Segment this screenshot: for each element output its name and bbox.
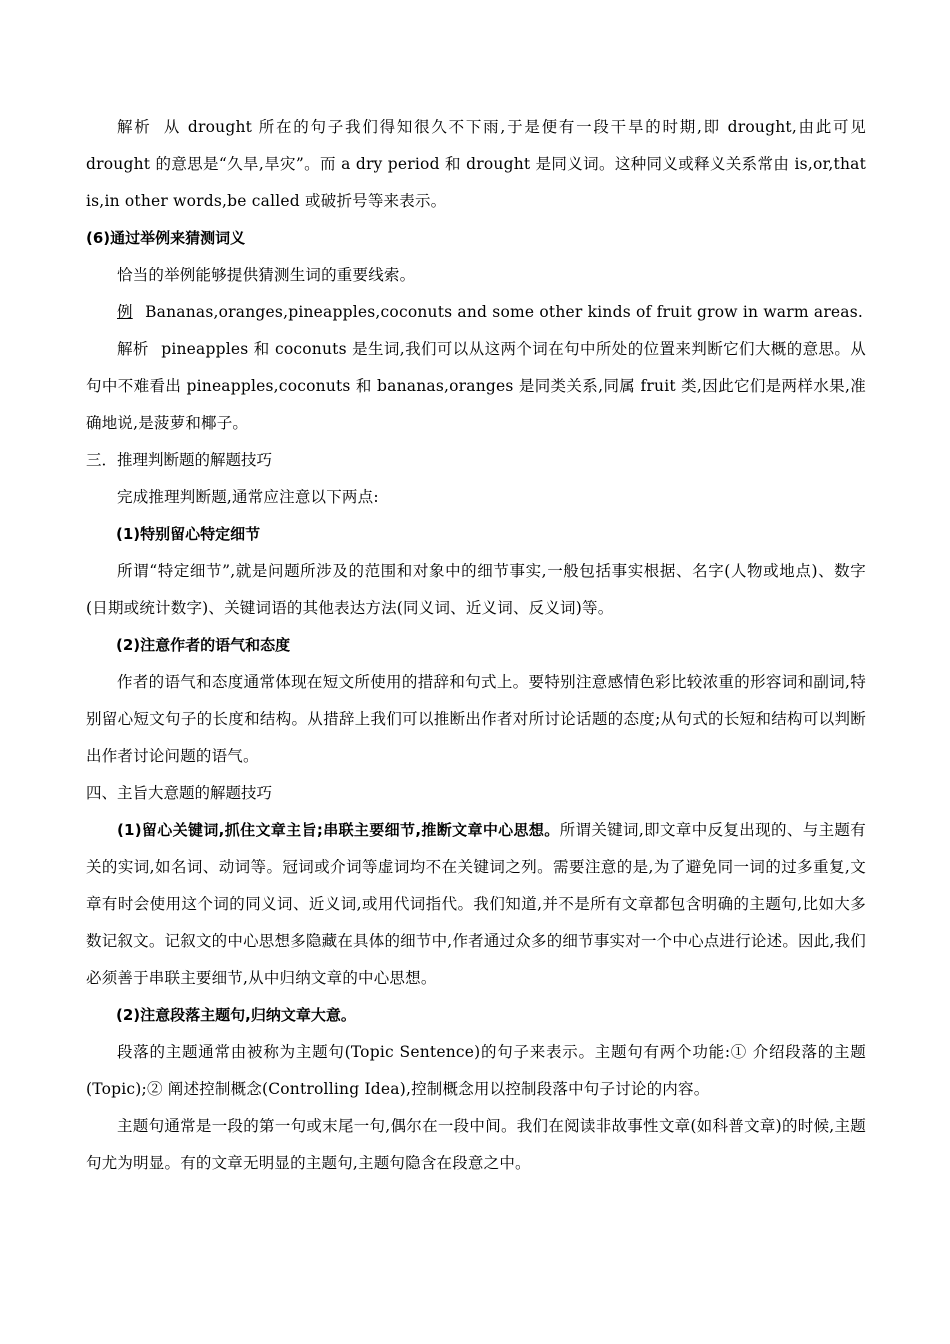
- paragraph-inference-intro: 完成推理判断题,通常应注意以下两点:: [117, 488, 379, 506]
- example-sentence: Bananas,oranges,pineapples,coconuts and some other kinds of fruit grow in warm areas.: [145, 303, 864, 321]
- paragraph-topic-sentence-functions: 段落的主题通常由被称为主题句(Topic Sentence)的句子来表示。主题句有两个功能:① 介绍段落的主题(Topic);② 阐述控制概念(Controlling Idea),控制概念用以控制段落中句子讨论的内容。: [86, 1043, 866, 1098]
- section-heading-main-idea: 四、主旨大意题的解题技巧: [86, 784, 273, 802]
- analysis-label: 解析: [117, 340, 149, 358]
- keywords-heading: (1)留心关键词,抓住文章主旨;串联主要细节,推断文章中心思想。: [117, 821, 560, 839]
- paragraph-tone-attitude: 作者的语气和态度通常体现在短文所使用的措辞和句式上。要特别注意感情色彩比较浓重的形容词和副词,特别留心短文句子的长度和结构。从措辞上我们可以推断出作者对所讨论话题的态度;从句式的长短和结构可以判断出作者讨论问题的语气。: [86, 673, 866, 765]
- paragraph-keywords: [86, 812, 866, 997]
- example-paragraph: [86, 294, 866, 331]
- example-label: 例: [117, 303, 133, 321]
- paragraph-specific-details: 所谓“特定细节”,就是问题所涉及的范围和对象中的细节事实,一般包括事实根据、名字(人物或地点)、数字(日期或统计数字)、关键词语的其他表达方法(同义词、近义词、反义词)等。: [86, 562, 866, 617]
- keywords-text: 所谓关键词,即文章中反复出现的、与主题有关的实词,如名词、动词等。冠词或介词等虚词均不在关键词之列。需要注意的是,为了避免同一词的过多重复,文章有时会使用这个词的同义词、近义词,或用代词指代。我们知道,并不是所有文章都包含明确的主题句,比如大多数记叙文。记叙文的中心思想多隐藏在具体的细节中,作者通过众多的细节事实对一个中心点进行论述。因此,我们必须善于串联主要细节,从中归纳文章的中心思想。: [86, 821, 866, 987]
- heading-topic-sentence: (2)注意段落主题句,归纳文章大意。: [116, 1006, 356, 1024]
- analysis-paragraph-fruit: [86, 331, 866, 442]
- heading-guess-by-example: (6)通过举例来猜测词义: [86, 229, 246, 247]
- analysis-text: pineapples 和 coconuts 是生词,我们可以从这两个词在句中所处的位置来判断它们大概的意思。从句中不难看出 pineapples,coconuts 和 bananas,oranges 是同类关系,同属 fruit 类,因此它们是两样水果,准确地说,是菠萝和椰子。: [86, 340, 867, 432]
- heading-specific-details: (1)特别留心特定细节: [116, 525, 261, 543]
- paragraph-example-intro: 恰当的举例能够提供猜测生词的重要线索。: [117, 266, 416, 284]
- analysis-paragraph-drought: [86, 109, 866, 220]
- paragraph-topic-sentence-position: 主题句通常是一段的第一句或末尾一句,偶尔在一段中间。我们在阅读非故事性文章(如科普文章)的时候,主题句尤为明显。有的文章无明显的主题句,主题句隐含在段意之中。: [86, 1117, 866, 1172]
- document-page: [86, 109, 866, 1182]
- section-heading-inference: 三．推理判断题的解题技巧: [86, 451, 273, 469]
- analysis-label: 解析: [117, 118, 152, 136]
- heading-tone-attitude: (2)注意作者的语气和态度: [116, 636, 291, 654]
- analysis-text: 从 drought 所在的句子我们得知很久不下雨,于是便有一段干旱的时期,即 drought,由此可见 drought 的意思是“久旱,旱灾”。而 a dry period 和 drought 是同义词。这种同义或释义关系常由 is,or,that is,in other words,be called 或破折号等来表示。: [86, 118, 866, 210]
